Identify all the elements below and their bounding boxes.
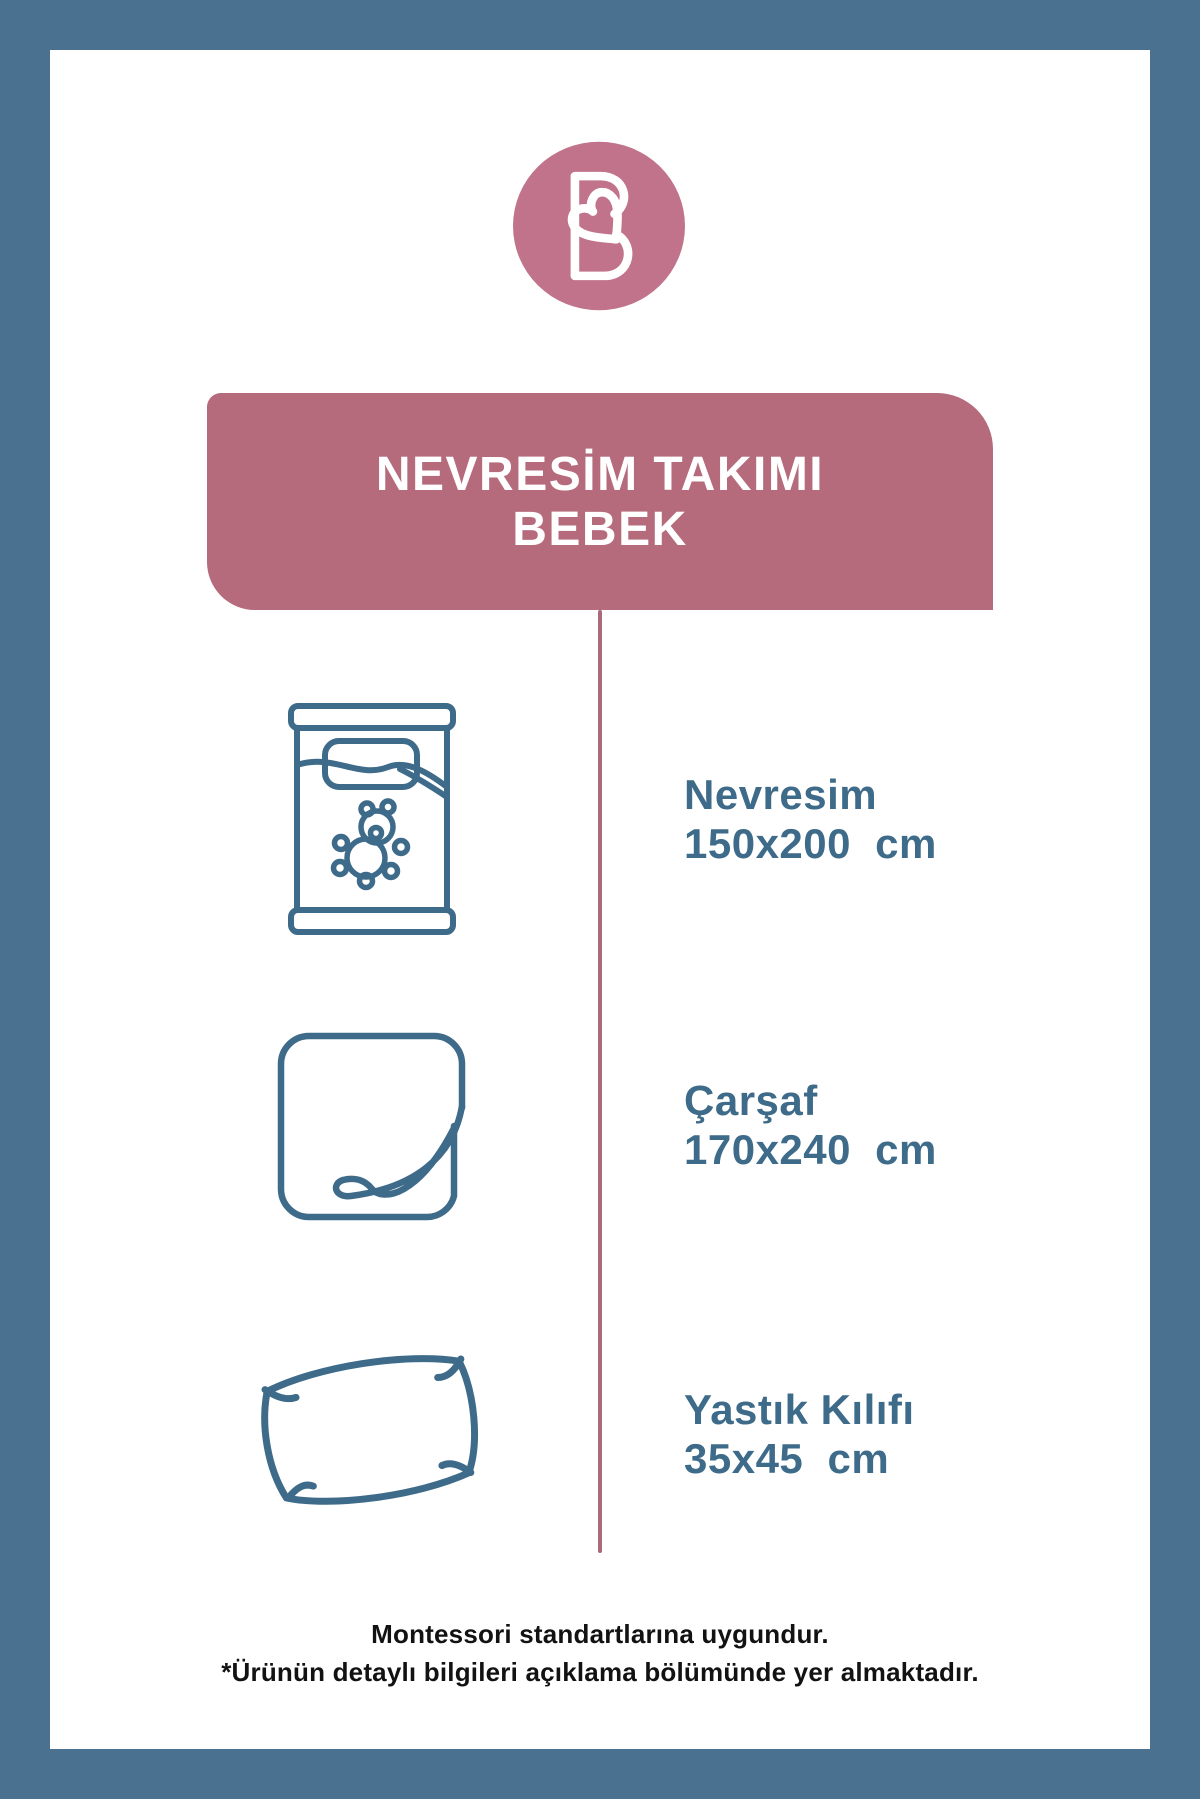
item-size: 150x200 cm — [684, 820, 937, 867]
banner-title-line2: BEBEK — [512, 502, 688, 556]
item-size: 170x240 cm — [684, 1126, 937, 1173]
spec-item-yastik-kilifi — [684, 1385, 915, 1483]
item-size: 35x45 cm — [684, 1435, 890, 1482]
footer-line1: Montessori standartlarına uygundur. — [371, 1619, 829, 1649]
baby-bed-duvet-icon — [288, 703, 456, 935]
banner-title-line1: NEVRESİM TAKIMI — [375, 447, 825, 501]
brand-logo — [513, 140, 685, 308]
footer-line2: *Ürünün detaylı bilgileri açıklama bölümünde yer almaktadır. — [221, 1657, 979, 1687]
spec-item-nevresim — [684, 770, 937, 868]
footer-notes — [0, 1615, 1200, 1691]
flat-sheet-icon — [273, 1028, 470, 1225]
pillowcase-icon — [250, 1335, 488, 1530]
item-label: Yastık Kılıfı — [684, 1386, 915, 1433]
vertical-divider-line — [598, 610, 602, 1553]
item-label: Nevresim — [684, 771, 878, 818]
item-label: Çarşaf — [684, 1077, 818, 1124]
b-heart-monogram-icon — [513, 140, 685, 312]
spec-item-carsaf — [684, 1076, 937, 1174]
title-banner — [207, 393, 993, 610]
